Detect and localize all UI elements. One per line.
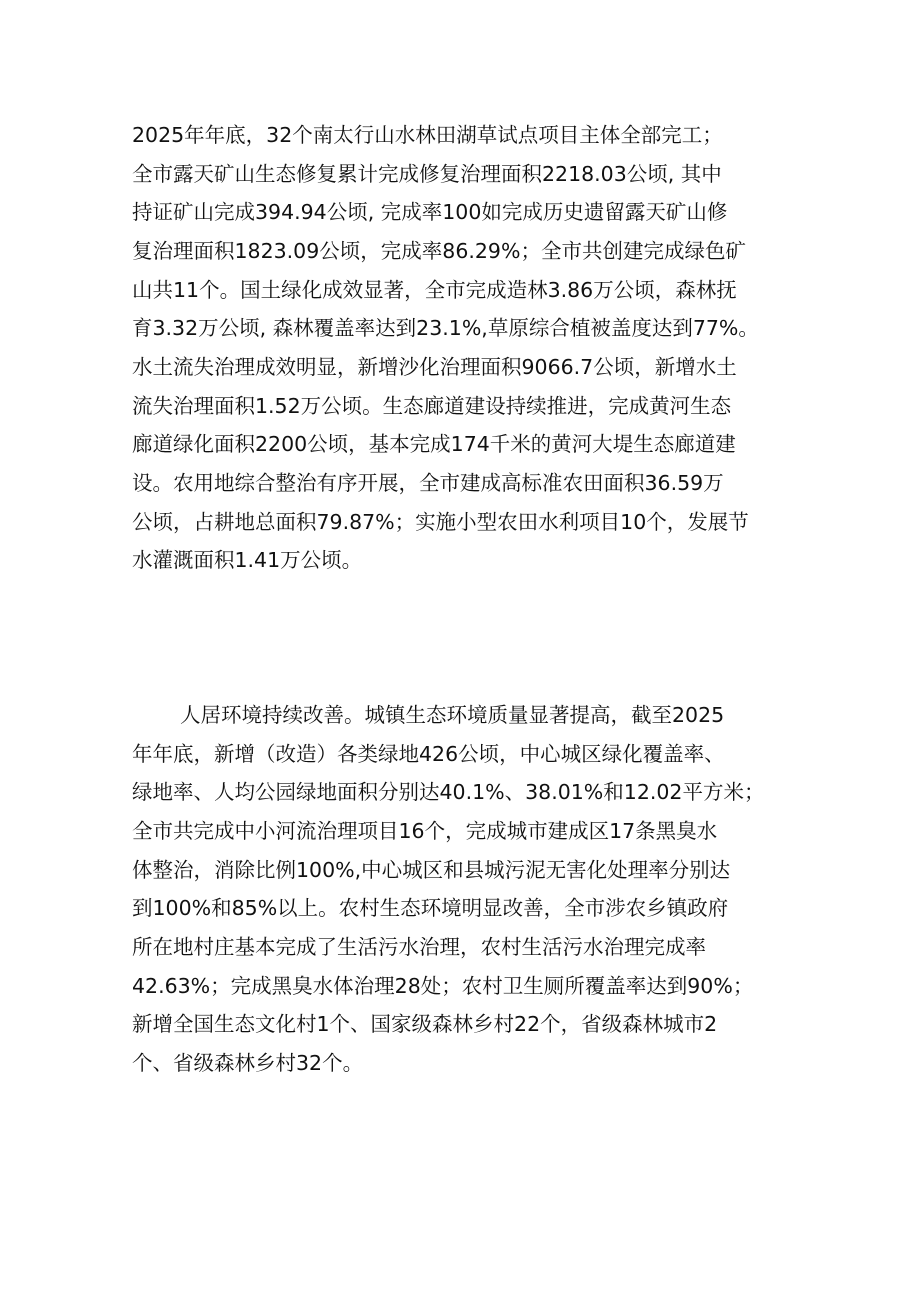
- paragraph-line: 绿地率、人均公园绿地面积分别达40.1%、38.01%和12.02平方米；: [132, 780, 765, 805]
- paragraph-line: 流失治理面积1.52万公顷。生态廊道建设持续推进，完成黄河生态: [132, 393, 732, 418]
- paragraph-line: 公顷，占耕地总面积79.87%；实施小型农田水利项目10个，发展节: [132, 509, 749, 534]
- paragraph-line: 所在地村庄基本完成了生活污水治理，农村生活污水治理完成率: [132, 934, 706, 959]
- paragraph-line: 体整治，消除比例100%,中心城区和县城污泥无害化处理率分别达: [132, 857, 731, 882]
- paragraph-line: 新增全国生态文化村1个、国家级森林乡村22个，省级森林城市2: [132, 1012, 718, 1037]
- paragraph-line: 复治理面积1823.09公顷，完成率86.29%；全市共创建完成绿色矿: [132, 238, 746, 263]
- paragraph-line: 人居环境持续改善。城镇生态环境质量显著提高，截至2025: [180, 703, 725, 727]
- paragraph-line: 2025年年底，32个南太行山水林田湖草试点项目主体全部完工；: [132, 123, 723, 147]
- paragraph-line: 水土流失治理成效明显，新增沙化治理面积9066.7公顷，新增水土: [132, 354, 737, 379]
- paragraph-line: 设。农用地综合整治有序开展，全市建成高标准农田面积36.59万: [132, 470, 724, 495]
- paragraph-line: 年年底，新增（改造）各类绿地426公顷，中心城区绿化覆盖率、: [132, 741, 725, 766]
- paragraph-line: 到100%和85%以上。农村生态环境明显改善，全市涉农乡镇政府: [132, 896, 729, 921]
- paragraph-line: 育3.32万公顷, 森林覆盖率达到23.1%,草原综合植被盖度达到77%。: [132, 316, 759, 341]
- paragraph-line: 个、省级森林乡村32个。: [132, 1050, 364, 1075]
- paragraph-line: 山共11个。国土绿化成效显著，全市完成造林3.86万公顷，森林抚: [132, 277, 737, 302]
- paragraph-line: 全市共完成中小河流治理项目16个，完成城市建成区17条黑臭水: [132, 818, 718, 843]
- paragraph-line: 持证矿山完成394.94公顷, 完成率100如完成历史遗留露天矿山修: [132, 200, 728, 225]
- paragraph-line: 42.63%；完成黑臭水体治理28处；农村卫生厕所覆盖率达到90%；: [132, 973, 754, 998]
- paragraph-line: 全市露天矿山生态修复累计完成修复治理面积2218.03公顷, 其中: [132, 161, 722, 186]
- paragraph-ecological-restoration: [132, 116, 812, 580]
- paragraph-living-environment: [132, 696, 812, 1083]
- paragraph-line: 廊道绿化面积2200公顷，基本完成174千米的黄河大堤生态廊道建: [132, 432, 736, 457]
- paragraph-line: 水灌溉面积1.41万公顷。: [132, 548, 363, 573]
